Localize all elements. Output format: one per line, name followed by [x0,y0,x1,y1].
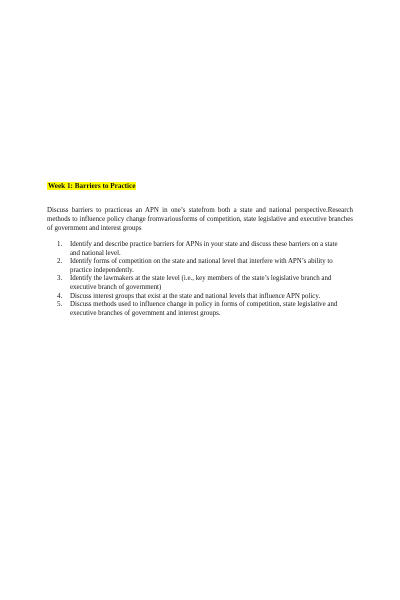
task-text: Identify and describe practice barriers for APNs in your state and discuss these barriers on a state and national level. [70,241,338,257]
assignment-heading [47,181,136,191]
task-list [47,241,353,318]
task-text: Discuss methods used to influence change in policy in forms of competition, state legislative and executive branches of government and interest groups. [70,301,338,317]
task-item [47,241,353,258]
task-number: 5. [57,301,63,309]
task-item [47,293,353,302]
task-text: Identify forms of competition on the state and national level that interfere with APN’s ability to practice independently. [70,258,333,274]
task-number: 4. [57,292,63,300]
task-number: 2. [57,258,63,266]
assignment-intro: Discuss barriers to practiceas an APN in one’s statefrom both a state and national perspective.Research methods to influence policy change fromvariousforms of competition, state legislative and executive branches of government and interest groups [47,207,353,232]
task-text: Discuss interest groups that exist at the state and national levels that influence APN policy. [70,292,321,300]
task-number: 1. [57,241,63,248]
task-item [47,275,353,292]
task-text: Identify the lawmakers at the state level (i.e., key members of the state’s legislative branch and executive branch of government) [70,275,332,291]
task-number: 3. [57,275,63,283]
highlighted-heading-text: Week 1: Barriers to Practice [48,182,136,190]
task-item [47,258,353,275]
task-item [47,301,353,318]
